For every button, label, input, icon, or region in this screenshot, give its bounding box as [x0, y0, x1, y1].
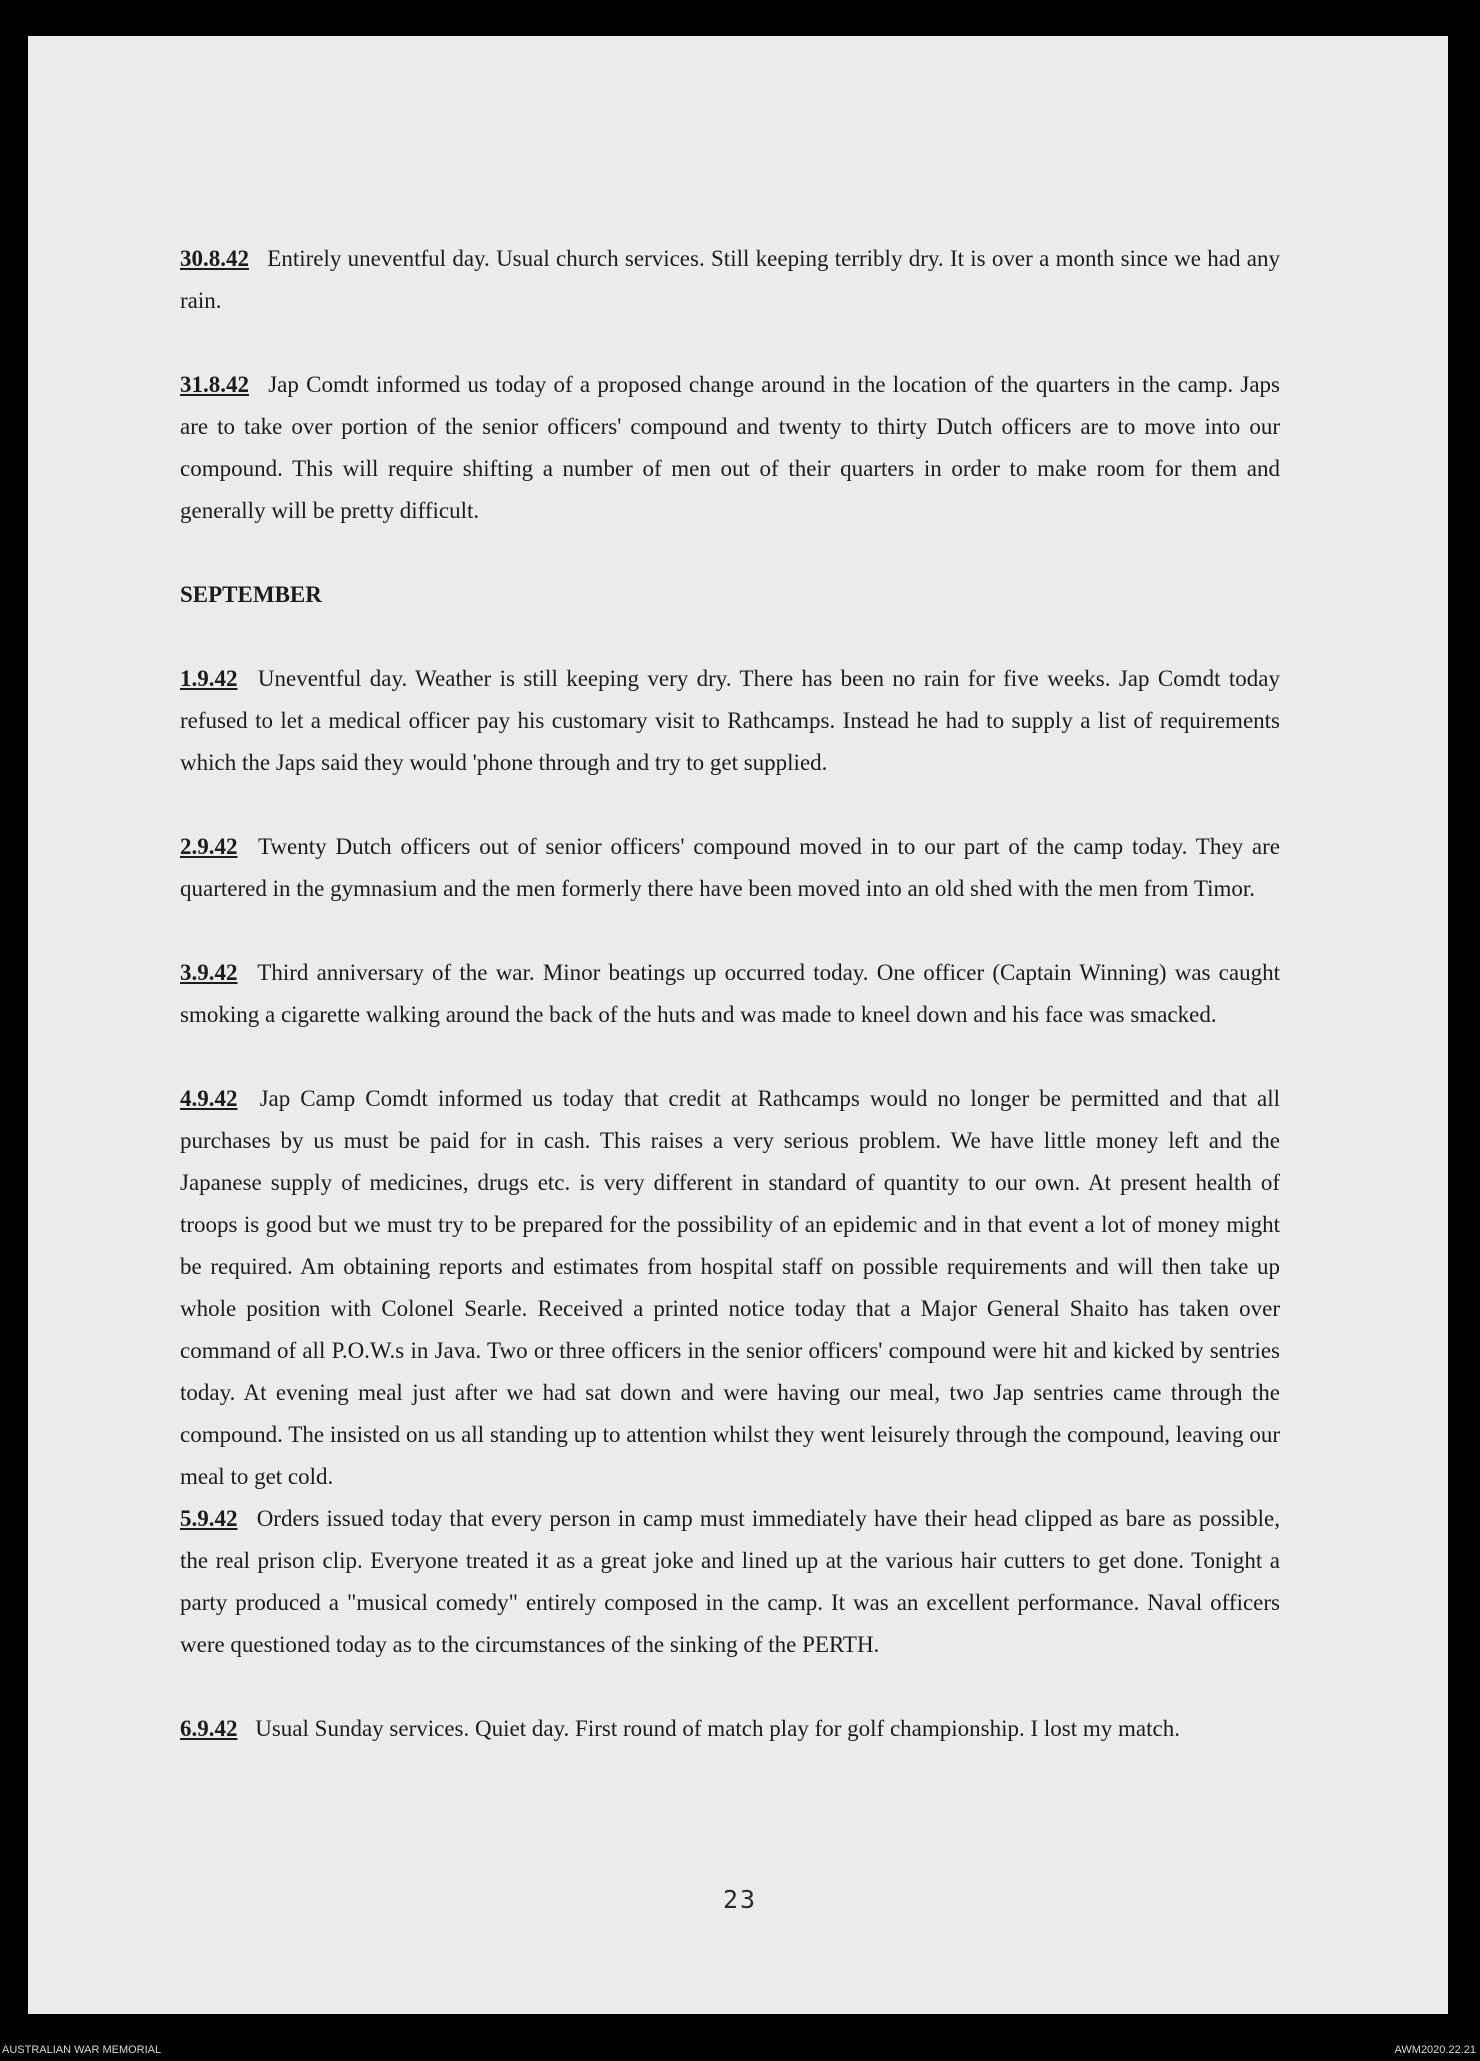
archive-label: AUSTRALIAN WAR MEMORIAL: [2, 2044, 162, 2056]
entry-date: 3.9.42: [180, 960, 238, 985]
entry-text: Twenty Dutch officers out of senior officers' compound moved in to our part of the camp today. They are quartered in the gymnasium and the men formerly there have been moved into an old shed with the men from Timor.: [180, 834, 1280, 901]
entry-text: Jap Camp Comdt informed us today that credit at Rathcamps would no longer be permitted and that all purchases by us must be paid for in cash. This raises a very serious problem. We have little money left and the Japanese supply of medicines, drugs etc. is very different in standard of quantity to our own. At present health of troops is good but we must try to be prepared for the possibility of an epidemic and in that event a lot of money might be required. Am obtaining reports and estimates from hospital staff on possible requirements and will then take up whole position with Colonel Searle. Received a printed notice today that a Major General Shaito has taken over command of all P.O.W.s in Java. Two or three officers in the senior officers' compound were hit and kicked by sentries today. At evening meal just after we had sat down and were having our meal, two Jap sentries came through the compound. The insisted on us all standing up to attention whilst they went leisurely through the compound, leaving our meal to get cold.: [180, 1086, 1280, 1489]
entry-text: Uneventful day. Weather is still keeping very dry. There has been no rain for five weeks. Jap Comdt today refused to let a medical officer pay his customary visit to Rathcamps. Instead he had to supply a list of requirements which the Japs said they would 'phone through and try to get supplied.: [180, 666, 1280, 775]
entry-date: 30.8.42: [180, 246, 249, 271]
entry-date: 5.9.42: [180, 1506, 238, 1531]
entry-date: 6.9.42: [180, 1716, 238, 1741]
entry-text: Usual Sunday services. Quiet day. First round of match play for golf championship. I lost my match.: [255, 1716, 1180, 1741]
diary-entry: [180, 364, 1280, 532]
diary-entry: [180, 826, 1280, 910]
diary-entry: [180, 658, 1280, 784]
page-number: 23: [722, 1885, 758, 1914]
diary-entry: [180, 238, 1280, 322]
diary-entry: [180, 952, 1280, 1036]
entry-text: Entirely uneventful day. Usual church services. Still keeping terribly dry. It is over a month since we had any rain.: [180, 246, 1281, 313]
archive-reference: AWM2020.22.21: [1394, 2044, 1476, 2056]
entry-date: 4.9.42: [180, 1086, 238, 1111]
diary-text: [180, 238, 1280, 1750]
diary-entry: [180, 1708, 1280, 1750]
entry-text: Orders issued today that every person in camp must immediately have their head clipped as bare as possible, the real prison clip. Everyone treated it as a great joke and lined up at the various hair cutters to get done. Tonight a party produced a "musical comedy" entirely composed in the camp. It was an excellent performance. Naval officers were questioned today as to the circumstances of the sinking of the PERTH.: [180, 1506, 1280, 1657]
month-heading: SEPTEMBER: [180, 582, 322, 607]
entry-date: 31.8.42: [180, 372, 249, 397]
entry-date: 2.9.42: [180, 834, 238, 859]
entry-text: Jap Comdt informed us today of a proposed change around in the location of the quarters in the camp. Japs are to take over portion of the senior officers' compound and twenty to thirty Dutch officers are to move into our compound. This will require shifting a number of men out of their quarters in order to make room for them and generally will be pretty difficult.: [180, 372, 1280, 523]
entry-text: Third anniversary of the war. Minor beatings up occurred today. One officer (Captain Winning) was caught smoking a cigarette walking around the back of the huts and was made to kneel down and his face was smacked.: [180, 960, 1280, 1027]
diary-entry: [180, 1078, 1280, 1498]
diary-entry: [180, 1498, 1280, 1666]
entry-date: 1.9.42: [180, 666, 238, 691]
